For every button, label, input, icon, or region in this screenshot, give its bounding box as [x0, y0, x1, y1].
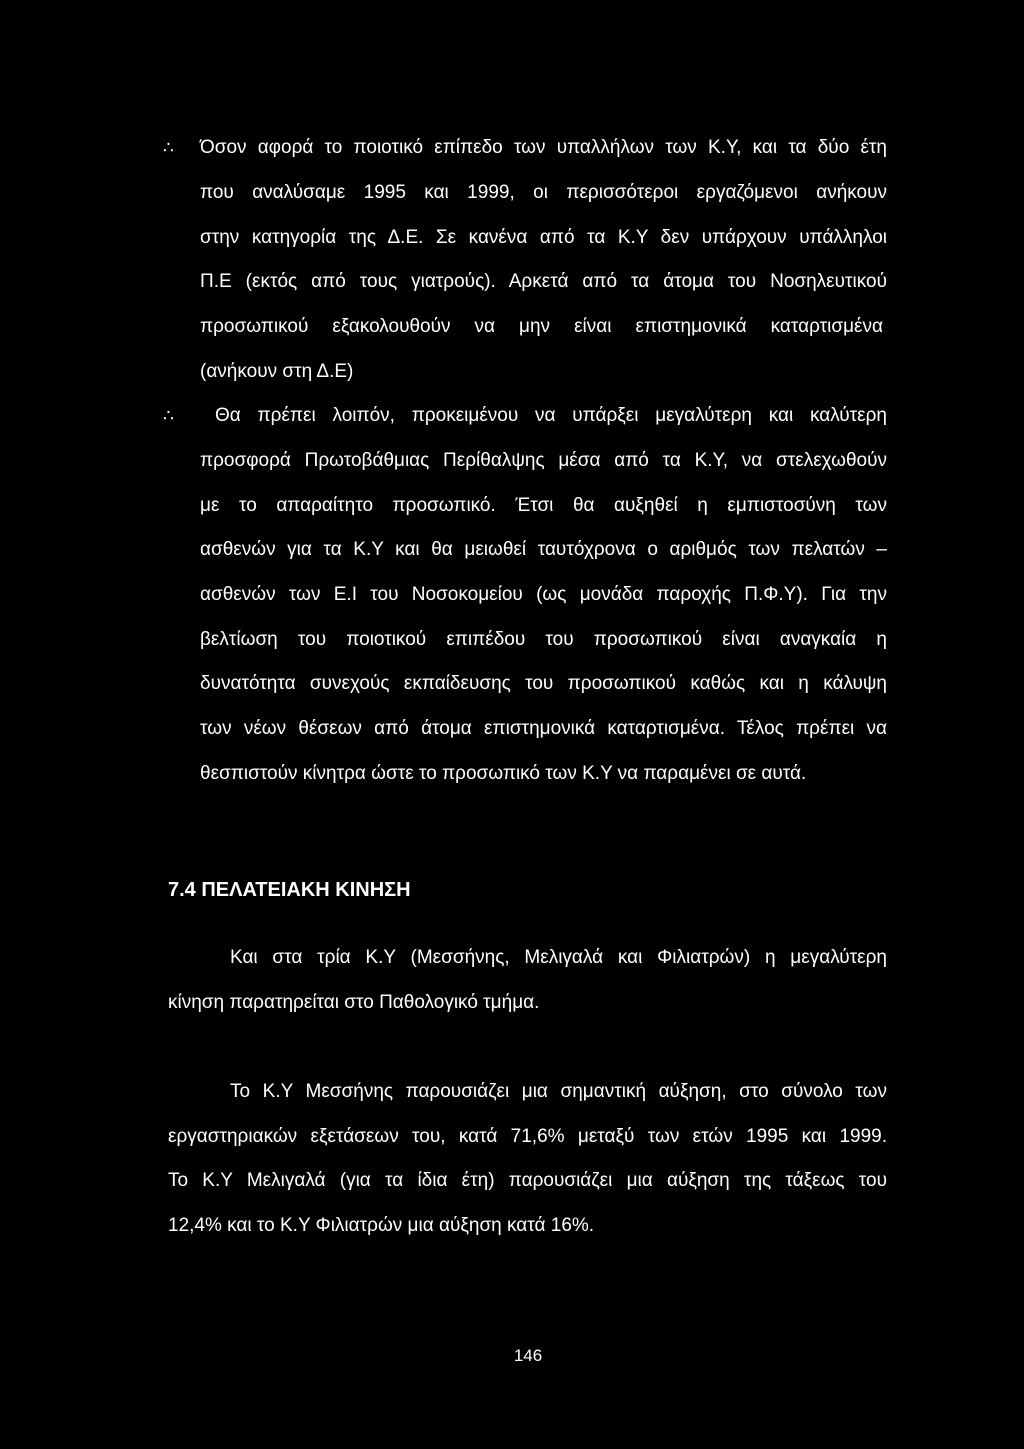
text-line: ασθενών των Ε.Ι του Νοσοκομείου (ως μονάδα παροχής Π.Φ.Υ). Για την: [200, 584, 887, 605]
text-line: που αναλύσαμε 1995 και 1999, οι περισσότεροι εργαζόμενοι ανήκουν: [200, 182, 887, 203]
text-line: με το απαραίτητο προσωπικό. Έτσι θα αυξηθεί η εμπιστοσύνη των: [200, 495, 887, 516]
text-line: εργαστηριακών εξετάσεων του, κατά 71,6% μεταξύ των ετών 1995 και 1999.: [168, 1126, 887, 1147]
text-line: δυνατότητα συνεχούς εκπαίδευσης του προσωπικού καθώς και η κάλυψη: [200, 673, 887, 694]
text-line: στην κατηγορία της Δ.Ε. Σε κανένα από τα Κ.Υ δεν υπάρχουν υπάλληλοι: [200, 227, 887, 248]
bullet-icon: ∴: [163, 406, 173, 425]
text-line: 12,4% και το Κ.Υ Φιλιατρών μια αύξηση κατά 16%.: [168, 1215, 595, 1236]
text-line: θεσπιστούν κίνητρα ώστε το προσωπικό των Κ.Υ να παραμένει σε αυτά.: [200, 763, 807, 784]
text-line: Το Κ.Υ Μελιγαλά (για τα ίδια έτη) παρουσιάζει μια αύξηση της τάξεως του: [168, 1170, 887, 1191]
text-line: ασθενών για τα Κ.Υ και θα μειωθεί ταυτόχρονα ο αριθμός των πελατών –: [200, 539, 887, 560]
text-line: των νέων θέσεων από άτομα επιστημονικά καταρτισμένα. Τέλος πρέπει να: [200, 718, 887, 739]
text-line: Π.Ε (εκτός από τους γιατρούς). Αρκετά από τα άτομα του Νοσηλευτικού: [200, 271, 887, 292]
text-line: προσφορά Πρωτοβάθμιας Περίθαλψης μέσα από τα Κ.Υ, να στελεχωθούν: [200, 450, 887, 471]
text-line: κίνηση παρατηρείται στο Παθολογικό τμήμα.: [168, 992, 540, 1013]
text-line: (ανήκουν στη Δ.Ε): [200, 361, 354, 382]
text-line: προσωπικού εξακολουθούν να μην είναι επιστημονικά καταρτισμένα: [200, 316, 883, 337]
page-number: 146: [513, 1346, 543, 1365]
bullet-icon: ∴: [163, 138, 173, 157]
text-line: Όσον αφορά το ποιοτικό επίπεδο των υπαλλήλων των Κ.Υ, και τα δύο έτη: [200, 137, 887, 158]
text-line: Το Κ.Υ Μεσσήνης παρουσιάζει μια σημαντική αύξηση, στο σύνολο των: [230, 1081, 887, 1102]
text-line: Θα πρέπει λοιπόν, προκειμένου να υπάρξει μεγαλύτερη και καλύτερη: [215, 405, 887, 426]
text-line: Και στα τρία Κ.Υ (Μεσσήνης, Μελιγαλά και Φιλιατρών) η μεγαλύτερη: [230, 947, 887, 968]
section-heading: 7.4 ΠΕΛΑΤΕΙΑΚΗ ΚΙΝΗΣΗ: [168, 879, 411, 901]
text-line: βελτίωση του ποιοτικού επιπέδου του προσωπικού είναι αναγκαία η: [200, 629, 887, 650]
